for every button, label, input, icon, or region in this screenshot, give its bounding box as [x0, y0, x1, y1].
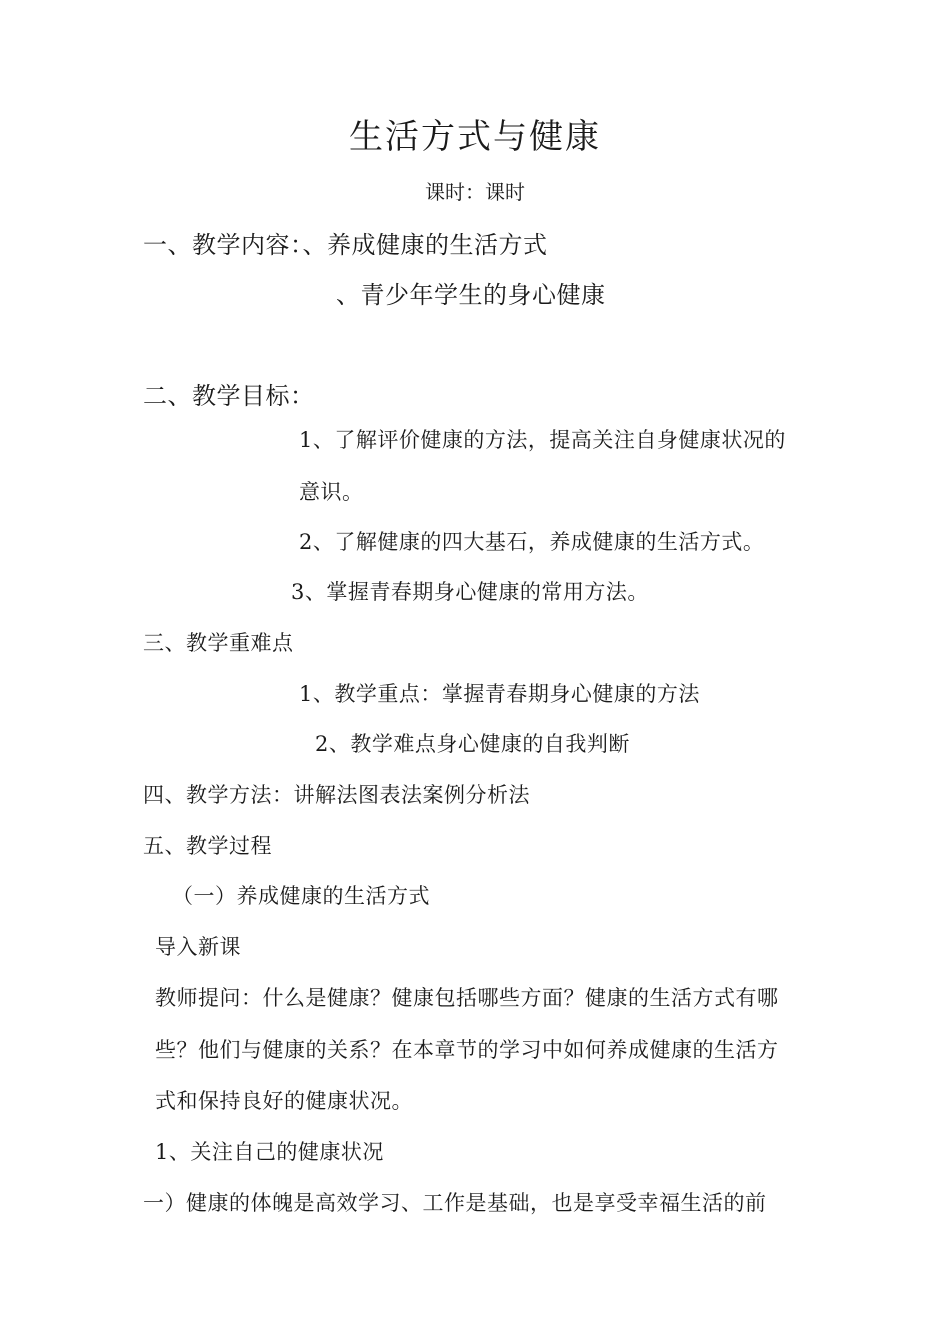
document-subtitle: 课时：课时	[425, 180, 525, 204]
paragraph-last-line: 一）健康的体魄是高效学习、工作是基础，也是享受幸福生活的前	[143, 1191, 767, 1215]
goal2: 2、了解健康的四大基石，养成健康的生活方式。	[299, 530, 765, 554]
section5-sub1: （一）养成健康的生活方式	[172, 884, 430, 908]
goal3: 3、掌握青春期身心健康的常用方法。	[291, 580, 649, 604]
paragraph-line3: 式和保持良好的健康状况。	[155, 1089, 413, 1113]
section1-heading-line	[143, 229, 548, 261]
section4-methods: 四、教学方法：讲解法图表法案例分析法	[143, 783, 530, 807]
section1-item1: 、养成健康的生活方式	[302, 231, 548, 259]
document-title: 生活方式与健康	[349, 117, 601, 157]
section1-heading: 一、教学内容：	[143, 231, 303, 259]
section5-item1: 1、关注自己的健康状况	[155, 1140, 384, 1164]
paragraph-line2: 些？他们与健康的关系？在本章节的学习中如何养成健康的生活方	[155, 1038, 779, 1062]
goal1-line1: 1、了解评价健康的方法，提高关注自身健康状况的	[299, 428, 786, 452]
intro-heading: 导入新课	[155, 935, 241, 959]
section5-heading: 五、教学过程	[143, 834, 272, 858]
goal1-line2: 意识。	[299, 480, 364, 504]
section2-heading: 二、教学目标：	[143, 382, 315, 410]
key-point: 1、教学重点：掌握青春期身心健康的方法	[299, 682, 700, 706]
paragraph-line1: 教师提问：什么是健康？健康包括哪些方面？健康的生活方式有哪	[155, 986, 779, 1010]
difficult-point: 2、教学难点身心健康的自我判断	[315, 732, 630, 756]
section3-heading: 三、教学重难点	[143, 631, 294, 655]
section1-item2: 、青少年学生的身心健康	[336, 281, 606, 309]
